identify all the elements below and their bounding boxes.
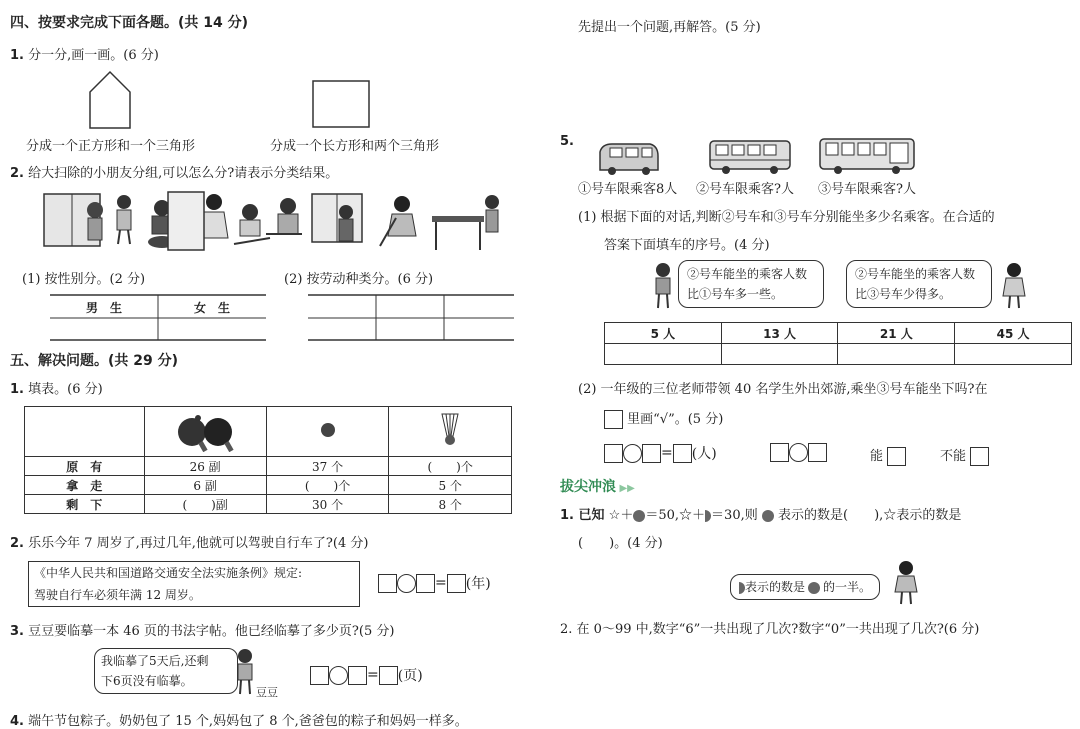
row-label-taken: 拿 走 [25,476,145,495]
pingpong-ball-icon [318,420,338,440]
q5-sub2-equation: = (人) [604,443,717,463]
q3-equation: = (页) [310,665,423,685]
c1-line2: ( )。(4 分) [578,536,663,551]
c2-text: 2. 在 0～99 中,数字“6”一共出现了几次?数字“0”一共出现了几次?(6 分) [560,622,980,637]
unit-person: (人) [691,446,717,462]
empty-header-cell [25,407,145,457]
answer-box[interactable] [604,444,623,463]
star-icon: ☆ [883,508,897,523]
labor-table [308,294,516,342]
can-option [870,445,906,466]
header-girls: 女 生 [194,301,231,315]
row-label-original: 原 有 [25,457,145,476]
compare-expression [770,443,827,462]
cannot-checkbox[interactable] [970,447,989,466]
shuttlecock-header [389,407,512,457]
doudou-bubble-line2: 下6页没有临摹。 [101,674,193,688]
q2-text: 2. 给大扫除的小朋友分组,可以怎么分?请表示分类结果。 [10,166,339,181]
answer-cell[interactable] [605,344,722,365]
s5-q2-text: 2. 乐乐今年 7 周岁了,再过几年,他就可以驾驶自行车了?(4 分) [10,536,369,551]
girl-speech-bubble [846,260,992,308]
answer-box[interactable] [348,666,367,685]
q4-continuation: 先提出一个问题,再解答。(5 分) [578,20,761,35]
answer-cell[interactable] [721,344,838,365]
doudou-speech-bubble [94,648,238,694]
operator-circle[interactable] [789,443,808,462]
bus3-icon [818,136,918,176]
bus2-icon [708,138,792,176]
doudou-name: 豆豆 [256,686,278,699]
c1-line1: 1. 已知 ☆＋ ＝50,☆＋ ＝30,则 表示的数是( ),☆表示的数是 [560,508,962,523]
girl-figure [1000,262,1028,310]
boy-speech-bubble [678,260,824,308]
operator-circle[interactable] [623,444,642,463]
passenger-answer-table [604,322,1072,365]
bus2-label: ②号车限乘客?人 [696,182,794,197]
q2-sub1: (1) 按性别分。(2 分) [22,272,146,287]
girl-bubble-line1: ②号车能坐的乘客人数 [855,267,976,281]
q1-caption-b: 分成一个长方形和两个三角形 [270,139,440,154]
unit-page: (页) [397,668,423,684]
gender-table [50,294,268,342]
cell: 6 副 [144,476,266,495]
filled-circle-icon [808,582,820,594]
section4-title: 四、按要求完成下面各题。(共 14 分) [10,15,249,31]
operator-circle[interactable] [397,574,416,593]
inventory-table [24,406,512,514]
s5-q3-text: 3. 豆豆要临摹一本 46 页的书法字帖。他已经临摹了多少页?(5 分) [10,624,395,639]
cell: 30 个 [266,495,389,514]
rectangle-shape [312,80,370,128]
q5-sub1-line1: (1) 根据下面的对话,判断②号车和③号车分别能坐多少名乘客。在合适的 [578,210,995,225]
bus1-van-icon [596,140,662,176]
house-shape [88,70,132,130]
boy-bubble-line2: 比①号车多一些。 [687,287,784,301]
s5-q4-text: 4. 端午节包粽子。奶奶包了 15 个,妈妈包了 8 个,爸爸包的粽子和妈妈一样多。 [10,714,468,729]
q5-sub1-line2: 答案下面填车的序号。(4 分) [604,238,770,253]
check-box[interactable] [604,410,623,429]
doudou-boy-figure [232,648,258,696]
girl-figure [892,560,920,606]
cannot-option [940,445,989,466]
answer-box[interactable] [447,574,466,593]
answer-box[interactable] [416,574,435,593]
cell: ( )副 [144,495,266,514]
boy-bubble-line1: ②号车能坐的乘客人数 [687,267,808,281]
answer-cell[interactable] [955,344,1072,365]
unit-year: (年) [465,576,491,592]
option-45: 45 人 [955,323,1072,344]
cell: ( )个 [266,476,389,495]
option-21: 21 人 [838,323,955,344]
star-icon: ☆ [608,508,621,523]
answer-box[interactable] [310,666,329,685]
cannot-label: 不能 [940,449,967,464]
challenge-title: 拔尖冲浪 ▶▶ [560,479,635,495]
operator-circle[interactable] [329,666,348,685]
traffic-rule-line1: 《中华人民共和国道路交通安全法实施条例》规定: [34,566,303,580]
q1-caption-a: 分成一个正方形和一个三角形 [26,139,196,154]
answer-box[interactable] [673,444,692,463]
q2-sub2: (2) 按劳动种类分。(6 分) [284,272,434,287]
traffic-rule-line2: 驾驶自行车必须年满 12 周岁。 [34,588,201,602]
option-5: 5 人 [605,323,722,344]
answer-box[interactable] [642,444,661,463]
girl-bubble-line2: 比③号车少得多。 [855,287,952,301]
option-13: 13 人 [721,323,838,344]
answer-box[interactable] [770,443,789,462]
boy-figure [650,262,676,310]
pingpong-ball-header [266,407,389,457]
pingpong-paddle-icon [170,408,240,452]
star-icon: ☆ [679,508,693,523]
doudou-bubble-line1: 我临摹了5天后,还剩 [101,654,209,668]
header-boys: 男 生 [86,301,123,315]
answer-box[interactable] [378,574,397,593]
s5-q1-text: 1. 填表。(6 分) [10,382,103,397]
cell: 5 个 [389,476,512,495]
bus1-label: ①号车限乘客8人 [578,182,678,197]
bus3-label: ③号车限乘客?人 [818,182,916,197]
cleaning-children-illustration [40,188,500,254]
section5-title: 五、解决问题。(共 29 分) [10,353,179,369]
q2-equation: = (年) [378,573,491,593]
pingpong-paddles-header [144,407,266,457]
arrow-icon: ▶▶ [616,483,635,494]
can-label: 能 [870,449,884,464]
cell: 37 个 [266,457,389,476]
shuttlecock-icon [438,412,462,448]
cell: 8 个 [389,495,512,514]
cell: 26 副 [144,457,266,476]
q1-text: 1. 分一分,画一画。(6 分) [10,48,159,63]
answer-cell[interactable] [838,344,955,365]
hint-speech-bubble: 表示的数是 的一半。 [730,574,880,600]
can-checkbox[interactable] [887,447,906,466]
q5-number: 5. [560,134,574,149]
q5-sub2-line2: 里画“√”。(5 分) [627,412,724,427]
filled-circle-icon [762,510,774,522]
answer-box[interactable] [808,443,827,462]
q5-sub2-line1: (2) 一年级的三位老师带领 40 名学生外出郊游,乘坐③号车能坐下吗?在 [578,382,988,397]
answer-box[interactable] [379,666,398,685]
row-label-remaining: 剩 下 [25,495,145,514]
cell: ( )个 [389,457,512,476]
filled-circle-icon [633,510,645,522]
q5-sub2-line2-wrap [604,408,723,429]
